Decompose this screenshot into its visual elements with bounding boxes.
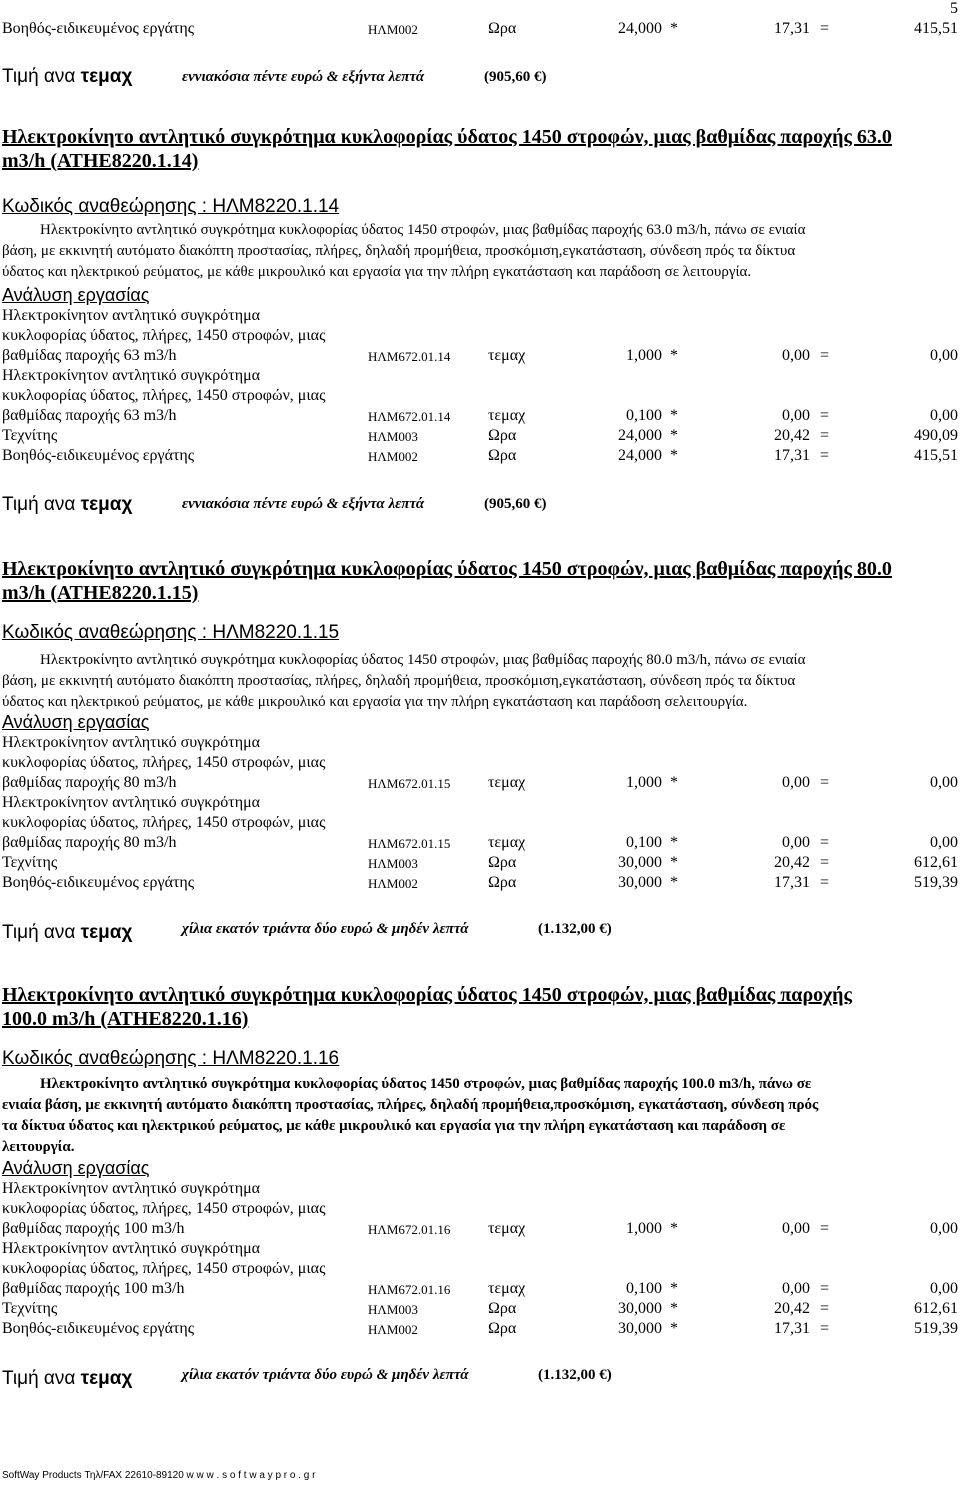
price-number: (905,60 €)	[484, 496, 547, 512]
row-eq: =	[820, 1220, 830, 1237]
row-eq: =	[820, 834, 830, 851]
row-code: ΗΛΜ672.01.15	[368, 776, 451, 791]
price-label	[2, 494, 132, 516]
row-star: *	[670, 427, 678, 444]
row-rate: 20,42	[774, 427, 810, 444]
row-code: ΗΛΜ002	[368, 1322, 418, 1337]
description-line: ενιαία βάση, με εκκινητή αυτόματο διακόπτη προστασίας, πλήρες, δηλαδή προμήθεια,προσκόμιση, εγκατάσταση, σύνδεση πρός	[2, 1097, 819, 1113]
row-code: ΗΛΜ002	[368, 22, 418, 37]
price-label-prefix: Τιμή ανα	[2, 1368, 76, 1389]
table-row	[0, 1300, 960, 1322]
description-line: Ηλεκτροκίνητο αντλητικό συγκρότημα κυκλοφορίας ύδατος 1450 στροφών, μιας βαθμίδας παροχής 80.0 m3/h, πάνω σε ενιαία	[40, 652, 806, 668]
row-eq: =	[820, 347, 830, 364]
row-rate: 0,00	[782, 834, 810, 851]
row-star: *	[670, 407, 678, 424]
price-label-unit: τεμαχ	[80, 922, 133, 943]
row-rate: 0,00	[782, 1280, 810, 1297]
price-label	[2, 66, 132, 88]
table-row	[0, 20, 960, 42]
row-desc: Βοηθός-ειδικευμένος εργάτης	[2, 447, 195, 464]
row-desc: βαθμίδας παροχής 63 m3/h	[2, 347, 177, 364]
row-code: ΗΛΜ003	[368, 856, 418, 871]
row-desc: Τεχνίτης	[2, 854, 58, 871]
row-unit: Ωρα	[488, 447, 517, 464]
row-eq: =	[820, 874, 830, 891]
row-unit: Ωρα	[488, 20, 517, 37]
row-rate: 0,00	[782, 1220, 810, 1237]
item-line: Ηλεκτροκίνητον αντλητικό συγκρότημα	[2, 307, 261, 324]
row-star: *	[670, 20, 678, 37]
item-line: κυκλοφορίας ύδατος, πλήρες, 1450 στροφών, μιας	[2, 814, 326, 831]
row-unit: τεμαχ	[488, 1220, 526, 1237]
row-total: 415,51	[914, 20, 958, 37]
row-eq: =	[820, 427, 830, 444]
row-unit: τεμαχ	[488, 834, 526, 851]
row-eq: =	[820, 1320, 830, 1337]
row-total: 0,00	[930, 347, 958, 364]
section-title-line2: m3/h (ΑΤΗΕ8220.1.15)	[2, 582, 199, 604]
price-label-unit: τεμαχ	[80, 494, 133, 515]
description-line: Ηλεκτροκίνητο αντλητικό συγκρότημα κυκλοφορίας ύδατος 1450 στροφών, μιας βαθμίδας παροχής 63.0 m3/h, πάνω σε ενιαία	[40, 222, 806, 238]
row-desc: Βοηθός-ειδικευμένος εργάτης	[2, 20, 195, 37]
row-qty: 24,000	[618, 20, 662, 37]
row-desc: βαθμίδας παροχής 80 m3/h	[2, 774, 177, 791]
row-star: *	[670, 347, 678, 364]
row-unit: Ωρα	[488, 1320, 517, 1337]
row-code: ΗΛΜ003	[368, 429, 418, 444]
row-qty: 30,000	[618, 874, 662, 891]
row-rate: 17,31	[774, 447, 810, 464]
price-label-prefix: Τιμή ανα	[2, 66, 76, 87]
row-desc: Τεχνίτης	[2, 427, 58, 444]
row-star: *	[670, 874, 678, 891]
description-line: βάση, με εκκινητή αυτόματο διακόπτη προστασίας, πλήρες, δηλαδή προμήθεια, προσκόμιση,εγκατάσταση, σύνδεση πρός τα δίκτυα	[2, 673, 796, 689]
row-eq: =	[820, 854, 830, 871]
price-words: εννιακόσια πέντε ευρώ & εξήντα λεπτά	[182, 496, 425, 512]
description-line: τα δίκτυα ύδατος και ηλεκτρικού ρεύματος, με κάθε μικρουλικό και εργασία για την πλήρη εγκατάσταση και παράδοση σε	[2, 1118, 786, 1134]
revision-code: Κωδικός αναθεώρησης : ΗΛΜ8220.1.15	[2, 622, 340, 643]
row-star: *	[670, 854, 678, 871]
row-eq: =	[820, 774, 830, 791]
row-desc: βαθμίδας παροχής 63 m3/h	[2, 407, 177, 424]
row-total: 0,00	[930, 1280, 958, 1297]
analysis-heading: Ανάλυση εργασίας	[2, 285, 150, 305]
row-desc: βαθμίδας παροχής 100 m3/h	[2, 1220, 185, 1237]
page-number: 5	[950, 0, 958, 17]
item-line: κυκλοφορίας ύδατος, πλήρες, 1450 στροφών, μιας	[2, 327, 326, 344]
row-qty: 24,000	[618, 447, 662, 464]
row-star: *	[670, 834, 678, 851]
row-qty: 1,000	[626, 1220, 662, 1237]
row-desc: Βοηθός-ειδικευμένος εργάτης	[2, 1320, 195, 1337]
row-eq: =	[820, 20, 830, 37]
row-unit: Ωρα	[488, 854, 517, 871]
row-total: 612,61	[914, 1300, 958, 1317]
item-line: Ηλεκτροκίνητον αντλητικό συγκρότημα	[2, 794, 261, 811]
description-line: βάση, με εκκινητή αυτόματο διακόπτη προστασίας, πλήρες, δηλαδή προμήθεια, προσκόμιση,εγκατάσταση, σύνδεση πρός τα δίκτυα	[2, 243, 796, 259]
item-line: Ηλεκτροκίνητον αντλητικό συγκρότημα	[2, 367, 261, 384]
price-label	[2, 1368, 132, 1390]
section-title: Ηλεκτροκίνητο αντλητικό συγκρότημα κυκλοφορίας ύδατος 1450 στροφών, μιας βαθμίδας παροχής 63.0	[2, 126, 892, 148]
row-qty: 30,000	[618, 1300, 662, 1317]
section-title: Ηλεκτροκίνητο αντλητικό συγκρότημα κυκλοφορίας ύδατος 1450 στροφών, μιας βαθμίδας παροχής 80.0	[2, 558, 892, 580]
row-qty: 24,000	[618, 427, 662, 444]
row-total: 490,09	[914, 427, 958, 444]
item-line: κυκλοφορίας ύδατος, πλήρες, 1450 στροφών, μιας	[2, 1260, 326, 1277]
description-line: λειτουργία.	[2, 1139, 75, 1155]
row-eq: =	[820, 1280, 830, 1297]
row-qty: 1,000	[626, 347, 662, 364]
table-row	[0, 774, 960, 796]
row-unit: Ωρα	[488, 427, 517, 444]
row-qty: 0,100	[626, 834, 662, 851]
item-line: κυκλοφορίας ύδατος, πλήρες, 1450 στροφών, μιας	[2, 754, 326, 771]
item-line: Ηλεκτροκίνητον αντλητικό συγκρότημα	[2, 734, 261, 751]
section-title: Ηλεκτροκίνητο αντλητικό συγκρότημα κυκλοφορίας ύδατος 1450 στροφών, μιας βαθμίδας παροχής	[2, 984, 852, 1006]
row-code: ΗΛΜ672.01.16	[368, 1282, 451, 1297]
table-row	[0, 427, 960, 449]
table-row	[0, 1320, 960, 1342]
revision-code: Κωδικός αναθεώρησης : ΗΛΜ8220.1.16	[2, 1048, 340, 1069]
price-number: (1.132,00 €)	[538, 1367, 612, 1383]
description-line: Ηλεκτροκίνητο αντλητικό συγκρότημα κυκλοφορίας ύδατος 1450 στροφών, μιας βαθμίδας παροχής 100.0 m3/h, πάνω σε	[40, 1076, 812, 1092]
row-unit: Ωρα	[488, 1300, 517, 1317]
row-code: ΗΛΜ002	[368, 449, 418, 464]
row-total: 612,61	[914, 854, 958, 871]
row-rate: 17,31	[774, 20, 810, 37]
table-row	[0, 407, 960, 429]
section-title-line2: 100.0 m3/h (ΑΤΗΕ8220.1.16)	[2, 1008, 249, 1030]
price-words: χίλια εκατόν τριάντα δύο ευρώ & μηδέν λεπτά	[182, 921, 469, 937]
row-qty: 0,100	[626, 407, 662, 424]
row-code: ΗΛΜ003	[368, 1302, 418, 1317]
row-total: 0,00	[930, 407, 958, 424]
row-total: 519,39	[914, 874, 958, 891]
row-rate: 0,00	[782, 407, 810, 424]
description-line: ύδατος και ηλεκτρικού ρεύματος, με κάθε μικρουλικό και εργασία για την πλήρη εγκατάσταση και παράδοση σελειτουργία.	[2, 694, 748, 710]
row-qty: 30,000	[618, 854, 662, 871]
row-code: ΗΛΜ672.01.14	[368, 409, 451, 424]
row-qty: 0,100	[626, 1280, 662, 1297]
row-unit: Ωρα	[488, 874, 517, 891]
item-line: Ηλεκτροκίνητον αντλητικό συγκρότημα	[2, 1240, 261, 1257]
analysis-heading: Ανάλυση εργασίας	[2, 1158, 150, 1178]
row-rate: 17,31	[774, 874, 810, 891]
price-words: χίλια εκατόν τριάντα δύο ευρώ & μηδέν λεπτά	[182, 1367, 469, 1383]
row-unit: τεμαχ	[488, 407, 526, 424]
row-rate: 0,00	[782, 774, 810, 791]
row-unit: τεμαχ	[488, 347, 526, 364]
price-label-unit: τεμαχ	[80, 1368, 133, 1389]
description-line: ύδατος και ηλεκτρικού ρεύματος, με κάθε μικρουλικό και εργασία για την πλήρη εγκατάσταση και παράδοση σε λειτουργία.	[2, 264, 752, 280]
row-total: 519,39	[914, 1320, 958, 1337]
row-code: ΗΛΜ672.01.15	[368, 836, 451, 851]
table-row	[0, 834, 960, 856]
row-star: *	[670, 1280, 678, 1297]
row-eq: =	[820, 1300, 830, 1317]
footer-text: SoftWay Products Τηλ/FAX 22610-89120 w w w . s o f t w a y p r o . g r	[2, 1470, 316, 1481]
item-line: Ηλεκτροκίνητον αντλητικό συγκρότημα	[2, 1180, 261, 1197]
row-total: 415,51	[914, 447, 958, 464]
row-rate: 20,42	[774, 1300, 810, 1317]
price-label-prefix: Τιμή ανα	[2, 494, 76, 515]
row-star: *	[670, 1320, 678, 1337]
price-number: (905,60 €)	[484, 69, 547, 85]
table-row	[0, 1220, 960, 1242]
row-star: *	[670, 447, 678, 464]
row-qty: 1,000	[626, 774, 662, 791]
row-qty: 30,000	[618, 1320, 662, 1337]
row-star: *	[670, 1300, 678, 1317]
row-desc: βαθμίδας παροχής 80 m3/h	[2, 834, 177, 851]
table-row	[0, 447, 960, 469]
row-eq: =	[820, 447, 830, 464]
row-desc: βαθμίδας παροχής 100 m3/h	[2, 1280, 185, 1297]
analysis-heading: Ανάλυση εργασίας	[2, 712, 150, 732]
table-row	[0, 1280, 960, 1302]
item-line: κυκλοφορίας ύδατος, πλήρες, 1450 στροφών, μιας	[2, 1200, 326, 1217]
price-number: (1.132,00 €)	[538, 921, 612, 937]
row-unit: τεμαχ	[488, 774, 526, 791]
row-unit: τεμαχ	[488, 1280, 526, 1297]
row-star: *	[670, 774, 678, 791]
table-row	[0, 854, 960, 876]
row-rate: 20,42	[774, 854, 810, 871]
price-label-prefix: Τιμή ανα	[2, 922, 76, 943]
price-label	[2, 922, 132, 944]
row-rate: 17,31	[774, 1320, 810, 1337]
price-words: εννιακόσια πέντε ευρώ & εξήντα λεπτά	[182, 69, 425, 85]
row-code: ΗΛΜ672.01.16	[368, 1222, 451, 1237]
table-row	[0, 347, 960, 369]
row-code: ΗΛΜ672.01.14	[368, 349, 451, 364]
row-desc: Τεχνίτης	[2, 1300, 58, 1317]
section-title-line2: m3/h (ΑΤΗΕ8220.1.14)	[2, 150, 199, 172]
row-rate: 0,00	[782, 347, 810, 364]
price-label-unit: τεμαχ	[80, 66, 133, 87]
row-total: 0,00	[930, 834, 958, 851]
row-code: ΗΛΜ002	[368, 876, 418, 891]
row-desc: Βοηθός-ειδικευμένος εργάτης	[2, 874, 195, 891]
item-line: κυκλοφορίας ύδατος, πλήρες, 1450 στροφών, μιας	[2, 387, 326, 404]
row-star: *	[670, 1220, 678, 1237]
table-row	[0, 874, 960, 896]
row-eq: =	[820, 407, 830, 424]
row-total: 0,00	[930, 1220, 958, 1237]
row-total: 0,00	[930, 774, 958, 791]
revision-code: Κωδικός αναθεώρησης : ΗΛΜ8220.1.14	[2, 196, 340, 217]
